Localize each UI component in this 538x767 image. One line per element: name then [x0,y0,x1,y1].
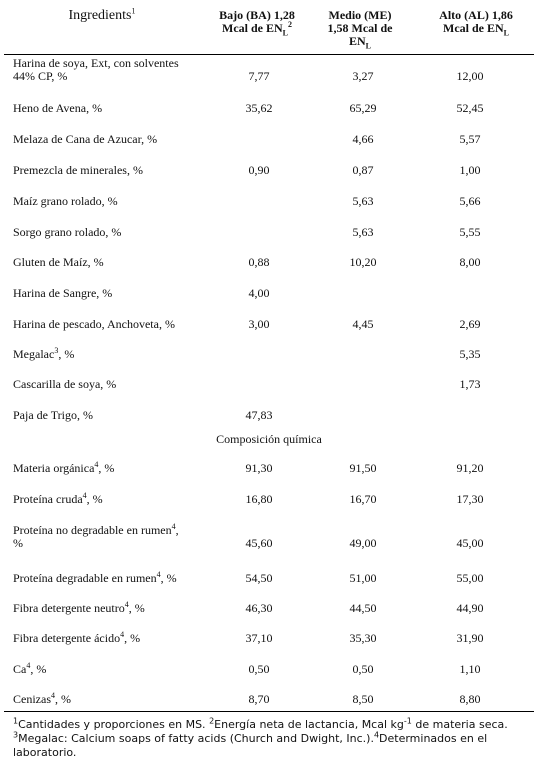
cell-al: 5,66 [459,194,481,208]
footnote-1-sup: 1 [13,716,19,726]
cell-al: 2,69 [459,317,481,331]
header-me-line3-wrap [310,34,410,51]
cell-ba: 7,77 [248,69,270,83]
header-ingredients-sup: 1 [131,6,136,16]
cell-me: 4,45 [352,317,374,331]
row-label-text: Proteína degradable en rumen [13,571,157,585]
row-label-sup: 4 [26,661,31,670]
row-label-sup: 4 [51,691,55,700]
cell-me: 49,00 [349,536,377,550]
row-label-suffix: , % [58,347,75,361]
header-me-sub: L [365,41,371,51]
cell-ba: 8,70 [248,692,270,706]
row-label-sup: 4 [94,460,99,469]
cell-al: 8,80 [459,692,481,706]
row-label-text: Fibra detergente ácido [13,631,121,645]
footnote-line3: laboratorio. [13,746,77,759]
row-label [13,632,208,645]
cell-ba: 0,50 [248,662,270,676]
row-label [13,693,208,706]
header-ba-line2: Mcal de EN [222,21,283,35]
row-label [13,602,208,615]
cell-me: 0,87 [352,163,374,177]
cell-me: 65,29 [349,101,377,115]
cell-me: 10,20 [349,255,377,269]
cell-al: 31,90 [456,631,484,645]
cell-me: 8,50 [352,692,374,706]
row-label-line1: Harina de soya, Ext, con solventes [13,56,179,70]
cell-al: 44,90 [456,601,484,615]
cell-al: 5,35 [459,347,481,361]
cell-ba: 4,00 [248,286,270,300]
row-label-suffix: , % [98,461,115,475]
row-label-sup: 4 [82,491,87,500]
cell-ba: 16,80 [245,492,273,506]
row-label [13,572,208,585]
row-label: Heno de Avena, % [13,101,103,115]
header-al-line2: Mcal de EN [443,21,504,35]
cell-me: 35,30 [349,631,377,645]
row-label-sup: 3 [54,346,59,355]
row-label: Sorgo grano rolado, % [13,225,122,239]
cell-ba: 47,83 [245,408,273,422]
row-label-sup: 4 [156,570,161,579]
cell-ba: 46,30 [245,601,273,615]
footnote-3-sup: 3 [13,730,19,740]
row-label-suffix: , % [55,692,71,706]
footnote-line1 [13,718,533,732]
cell-me: 91,50 [349,461,377,475]
header-me-line1: Medio (ME) [328,8,392,22]
cell-me: 5,63 [352,225,374,239]
footnote-line2 [13,732,533,746]
cell-ba: 0,90 [248,163,270,177]
row-label-suffix: , % [30,662,47,676]
cell-al: 91,20 [456,461,484,475]
header-ba-line1: Bajo (BA) 1,28 [219,8,295,22]
row-label: Melaza de Cana de Azucar, % [13,132,158,146]
row-label-suffix: , [175,523,179,537]
header-col-ba [207,8,307,38]
row-label [13,493,208,506]
footnote-3-text: Megalac: Calcium soaps of fatty acids (Church and Dwight, Inc.). [18,732,374,745]
row-label [13,524,208,550]
row-label: Gluten de Maíz, % [13,255,104,269]
cell-me: 0,50 [352,662,374,676]
cell-ba: 35,62 [245,101,273,115]
row-label-line2: % [13,536,23,550]
row-label-suffix: , % [128,601,145,615]
header-ingredients-text: Ingredients [68,8,132,23]
footnote-2-text: Energía neta de lactancia, Mcal kg [214,718,404,731]
cell-al: 55,00 [456,571,484,585]
header-ba-sup: 2 [288,20,292,29]
cell-ba: 54,50 [245,571,273,585]
row-label-sup: 4 [171,522,176,531]
row-label: Harina de pescado, Anchoveta, % [13,317,175,331]
footnote-4-text: Determinados en el [379,732,488,745]
header-col-me [310,8,410,51]
row-label-text: Cenizas [13,692,51,706]
cell-me: 3,27 [352,69,374,83]
cell-al: 52,45 [456,101,484,115]
header-me-line3: EN [348,34,366,48]
footer-rule [4,711,534,712]
row-label-sup: 4 [124,600,129,609]
cell-ba: 37,10 [245,631,273,645]
footnote-4-sup: 4 [373,730,380,740]
row-label-text: Materia orgánica [13,461,95,475]
row-label: Paja de Trigo, % [13,408,94,422]
cell-al: 1,00 [459,163,481,177]
row-label-sup: 4 [120,630,125,639]
footnotes [13,718,533,760]
cell-me: 16,70 [349,492,377,506]
cell-me: 51,00 [349,571,377,585]
row-label-suffix: , % [124,631,141,645]
row-label: Cascarilla de soya, % [13,377,117,391]
row-label: Maíz grano rolado, % [13,194,118,208]
footnote-2-exp: -1 [403,716,412,726]
footnote-1-text: Cantidades y proporciones en MS. [18,718,210,731]
header-al-line1: Alto (AL) 1,86 [439,8,513,22]
cell-al: 12,00 [456,69,484,83]
cell-al: 5,57 [459,132,481,146]
row-label: Premezcla de minerales, % [13,163,143,177]
cell-al: 1,10 [459,662,481,676]
row-label-suffix: , % [86,492,103,506]
header-col-al [420,8,532,38]
cell-al: 1,73 [459,377,481,391]
cell-me: 4,66 [352,132,374,146]
row-label-text: Fibra detergente neutro [13,601,125,615]
row-label: Harina de Sangre, % [13,286,113,300]
footnote-2-text-b: de materia seca. [411,718,508,731]
row-label-line1 [13,524,208,537]
header-me-line2: 1,58 Mcal de [327,21,393,35]
row-label-suffix: , % [160,571,177,585]
cell-me: 44,50 [349,601,377,615]
cell-al: 45,00 [456,536,484,550]
cell-al: 5,55 [459,225,481,239]
cell-ba: 91,30 [245,461,273,475]
row-label-line2: 44% CP, % [13,69,68,83]
row-label-text: Proteína cruda [13,492,83,506]
footnote-2-sup: 2 [209,716,215,726]
row-label-text: Proteína no degradable en rumen [13,523,172,537]
cell-ba: 0,88 [248,255,270,269]
header-ingredients [4,8,200,24]
row-label [13,462,208,475]
cell-me: 5,63 [352,194,374,208]
header-al-line2-wrap [420,21,532,38]
cell-al: 8,00 [459,255,481,269]
header-ba-sub: L [282,28,288,38]
header-ba-line2-wrap [207,20,307,38]
header-rule [4,54,534,55]
cell-ba: 45,60 [245,536,273,550]
row-label-text: Ca [13,662,27,676]
row-label [13,663,208,676]
row-label-text: Megalac [13,347,55,361]
section-title: Composición química [216,432,322,446]
row-label [13,348,208,361]
header-al-sub: L [503,28,509,38]
row-label [13,57,208,83]
cell-al: 17,30 [456,492,484,506]
cell-ba: 3,00 [248,317,270,331]
